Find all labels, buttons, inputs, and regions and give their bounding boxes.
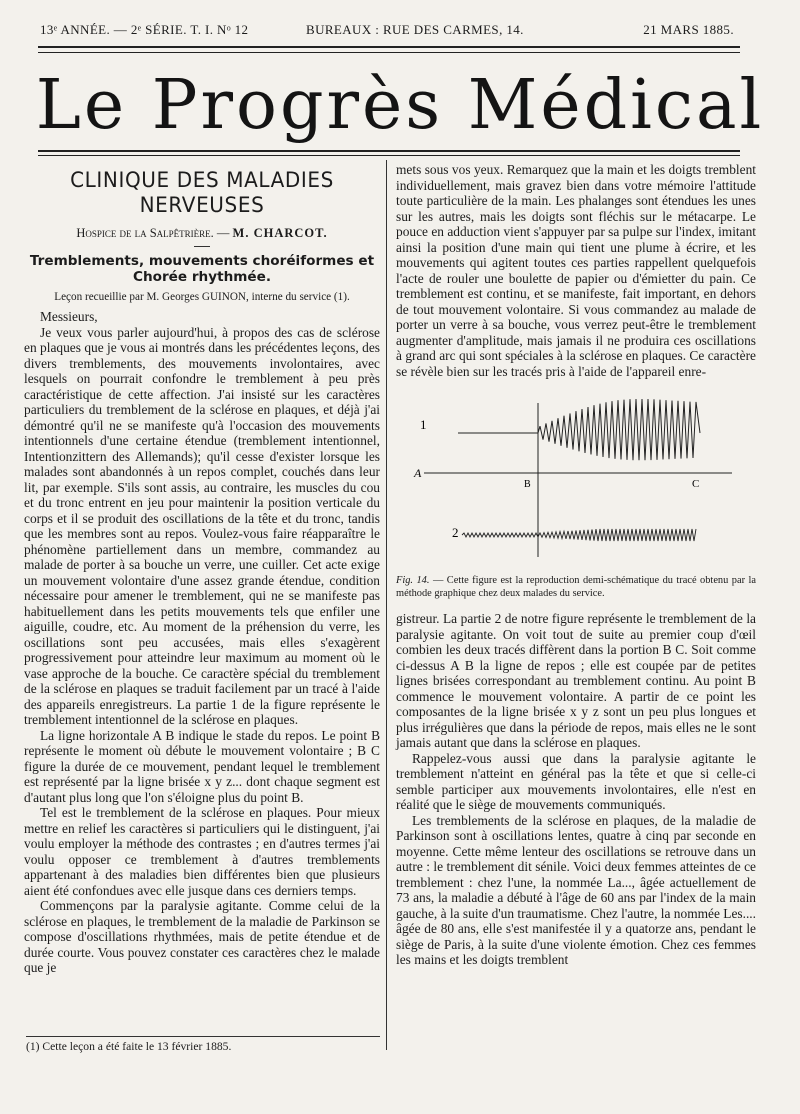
footnote-rule — [26, 1036, 380, 1037]
section-heading: CLINIQUE DES MALADIES NERVEUSES — [70, 166, 334, 218]
right-paragraph-2: Rappelez-vous aussi que dans la paralysie agitante le tremblement n'atteint en général pas la tête et que si celle-ci semble participer aux mouvements involontaires, elle n'est en réalité que le siège de mouvements communiqués. — [396, 750, 756, 812]
issue-date: 21 MARS 1885. — [643, 22, 734, 37]
label-b: B — [524, 479, 531, 490]
left-paragraph-4: Commençons par la paralysie agitante. Comme celui de la sclérose en plaques, le tremblement de la maladie de Parkinson se compose d'oscillations rhythmées, mais de petite étendue et de durée courte. Vous pouvez constater ces caractères chez le malade que je — [24, 898, 380, 975]
volume-info: 13ᵉ ANNÉE. — 2ᵉ SÉRIE. T. I. Nᵒ 12 — [40, 22, 249, 37]
figure-caption-text: — Cette figure est la reproduction demi-schématique du tracé obtenu par la méthode graphique chez deux malades du service. — [396, 575, 757, 599]
label-c: C — [692, 478, 700, 490]
right-column — [396, 162, 756, 968]
hospital-name: Hospice de la Salpêtrière. — — [76, 226, 230, 240]
trace2-label: 2 — [452, 525, 459, 540]
right-paragraph-3: Les tremblements de la sclérose en plaques, de la maladie de Parkinson sont à oscillations lentes, quatre à cinq par seconde en moyenne. Cette même lenteur des oscillations se retrouve dans un autre : le tremblement dit sénile. Voici deux femmes atteintes de ce tremblement : chez l'une, la nommée La..., âgée actuellement de 73 ans, la maladie a débuté à l'âge de 60 ans par l'index de la main gauche, à la suite d'un traumatisme. Chez l'autre, la nommée Les.... âgée de 80 ans, elle s'est manifestée il y a quatorze ans, pendant le siège de Paris, à la suite d'une violente émotion. Chez ces femmes les mains et les doigts tremblent — [396, 812, 756, 967]
tremor-figure — [396, 385, 756, 573]
header-rule-thin — [38, 52, 740, 53]
left-paragraph-3: Tel est le tremblement de la sclérose en plaques. Pour mieux mettre en relief les caractères si particuliers qui le distinguent, j'ai voulu employer la méthode des contrastes ; en d'autres termes j'ai voulu opposer ce tremblement à d'autres tremblements appartenant à des maladies bien différentes bien que plusieurs aient été confondues avec elle jusque dans ces derniers temps. — [24, 805, 380, 898]
left-paragraph-2: La ligne horizontale A B indique le stade du repos. Le point B représente le moment où débute le mouvement volontaire ; B C figure la durée de ce mouvement, pendant lequel le tremblement est représenté par la ligne brisée x y z... dont chaque segment est d'autant plus long que l'on s'éloigne plus du point B. — [24, 727, 380, 805]
footnote: (1) Cette leçon a été faite le 13 février 1885. — [26, 1040, 232, 1053]
trace1-oscillation — [538, 399, 700, 460]
right-paragraph-1: gistreur. La partie 2 de notre figure représente le tremblement de la paralysie agitante. On voit tout de suite au premier coup d'œil combien les deux tracés diffèrent dans la portion B C. Soit comme ci-dessus A B la ligne de repos ; elle est coupée par de petites lignes brisées correspondant au tremblement continu. Au point B commence le mouvement volontaire. A partir de ce point les composantes de la ligne brisée x y z sont un peu plus longues et plus irrégulières que dans la période de repos, mais elles ne le sont jamais autant que dans la sclérose en plaques. — [396, 611, 756, 750]
author-name: M. CHARCOT. — [232, 226, 328, 240]
trace1-label: 1 — [420, 417, 427, 432]
figure-number: Fig. 14. — [396, 575, 430, 586]
article-title: Tremblements, mouvements choréiformes et Chorée rhythmée. — [29, 252, 375, 285]
masthead-title: Le Progrès Médical — [35, 66, 765, 145]
page-header — [40, 22, 734, 42]
masthead-rule-thin — [38, 155, 740, 156]
trace2-oscillation — [462, 529, 696, 541]
label-a: A — [414, 466, 422, 480]
short-divider — [194, 246, 210, 247]
hospital-line — [24, 226, 380, 242]
left-paragraph-1: Je veux vous parler aujourd'hui, à propos des cas de sclérose en plaques que je vous ai montrés dans les précédentes leçons, des divers tremblements, des mouvements involontaires, avec lesquels on pourrait confondre le tremblement à peu près caractéristique de cette affection. J'ai insisté sur les caractères particuliers du tremblement de la sclérose en plaques, et déjà j'ai démontré qu'il ne se manifeste qu'à l'occasion des mouvements intentionnels d'une certaine étendue (tremblement intentionnel, Intentionzittern des Allemands); qu'il cesse d'exister lorsque les malades sont abandonnés à un repos complet, couchés dans leur lit, par exemple. S'ils sont assis, au contraire, les muscles du cou et du tronc entrent en jeu pour maintenir la position verticale du corps et il se produit des oscillations de la tête et du tronc, tandis que les membres sont au repos. Voulez-vous faire réapparaître le phénomène partiellement dans un membre, commandez au malade de porter à sa bouche un verre, une cuiller. Cet acte exige un mouvement volontaire d'une assez grande étendue, condition nécessaire pour amener le tremblement, qui ne se manifeste pas habituellement dans les petits mouvements tels que enfiler une aiguille, coudre, etc. Au moment de la préhension du verre, les oscillations sont peu accusées, mais elles s'exagèrent progressivement pour atteindre leur maximum au moment où le vase approche de la bouche. Ce caractère spécial du tremblement de la sclérose en plaques se traduit facilement par un tracé à l'aide des appareils enregistreurs. La partie 1 de la figure représente le tremblement intentionnel de la sclérose en plaques. — [24, 324, 380, 727]
left-column — [24, 168, 380, 976]
masthead-rule — [38, 150, 740, 152]
lecon-credit: Leçon recueillie par M. Georges GUINON, interne du service (1). — [54, 290, 350, 303]
column-divider — [386, 160, 387, 1050]
right-top-paragraph: mets sous vos yeux. Remarquez que la main et les doigts tremblent individuellement, mais gravez bien dans votre mémoire l'attitude toute particulière de la main. Les phalanges sont étendues les unes sur les autres, mais les doigts sont fléchis sur le métacarpe. Le pouce en adduction vient s'appuyer par sa pulpe sur l'index, imitant ainsi la position d'une main qui tient une plume à écrire, et les mouvements qui agitent toutes ces parties rappellent quelquefois l'acte de rouler une boulette de papier ou d'émietter du pain. Ce tremblement est continu, et se manifeste, fait important, en dehors de tout mouvement volontaire. Si vous commandez au malade de porter un verre à sa bouche, vous verrez peut-être le tremblement augmenter d'amplitude, mais jamais il ne produira ces oscillations à grand arc qui sont spéciales à la sclérose en plaques. Ce caractère se révèle bien sur les tracés pris à l'aide de l'appareil enre- — [396, 162, 756, 379]
office-address: BUREAUX : RUE DES CARMES, 14. — [306, 22, 524, 37]
tremor-tracing — [396, 385, 756, 573]
figure-caption — [396, 575, 756, 600]
header-rule — [38, 46, 740, 48]
salutation: Messieurs, — [40, 309, 98, 324]
